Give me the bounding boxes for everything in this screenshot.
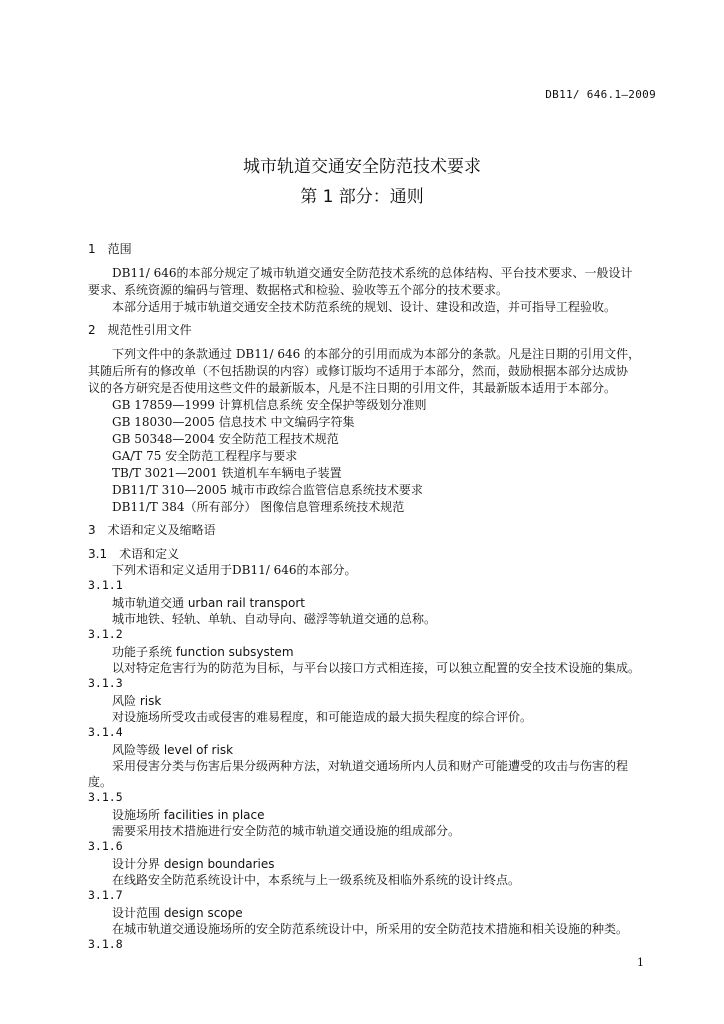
term-name: 设计分界 design boundaries: [112, 857, 275, 871]
term-number: 3.1.7: [88, 888, 123, 902]
section-1-heading: 1 范围: [88, 242, 132, 256]
section-3-1-heading: 3.1 术语和定义: [88, 547, 180, 561]
reference-item: GB 18030—2005 信息技术 中文编码字符集: [112, 415, 355, 429]
reference-item: DB11/T 310—2005 城市市政综合监管信息系统技术要求: [112, 483, 423, 497]
reference-item: GB 50348—2004 安全防范工程技术规范: [112, 432, 339, 446]
term-name: 风险等级 level of risk: [112, 743, 234, 757]
reference-item: GB 17859—1999 计算机信息系统 安全保护等级划分准则: [112, 398, 427, 412]
term-name: 功能子系统 function subsystem: [112, 645, 294, 659]
section-2-paragraph-line-1: 下列文件中的条款通过 DB11/ 646 的本部分的引用而成为本部分的条款。凡是注日期的引用文件，: [112, 347, 641, 361]
term-definition: 在线路安全防范系统设计中，本系统与上一级系统及相临外系统的设计终点。: [112, 873, 521, 887]
document-subtitle: 第 1 部分：通则: [300, 187, 424, 207]
term-name: 设施场所 facilities in place: [112, 808, 265, 822]
section-2-heading: 2 规范性引用文件: [88, 323, 192, 337]
term-number: 3.1.5: [88, 790, 123, 804]
term-definition: 在城市轨道交通设施场所的安全防范系统设计中，所采用的安全防范技术措施和相关设施的种类。: [112, 922, 629, 936]
term-number: 3.1.1: [88, 578, 123, 592]
term-definition: 采用侵害分类与伤害后果分级两种方法，对轨道交通场所内人员和财产可能遭受的攻击与伤害的程: [112, 759, 629, 773]
section-3-1-intro: 下列术语和定义适用于DB11/ 646的本部分。: [112, 563, 357, 577]
term-number: 3.1.8: [88, 937, 123, 951]
page-number: 1: [637, 956, 644, 969]
term-number: 3.1.3: [88, 676, 123, 690]
section-2-paragraph-line-3: 议的各方研究是否使用这些文件的最新版本，凡是不注日期的引用文件，其最新版本适用于本部分。: [88, 381, 617, 395]
term-name: 城市轨道交通 urban rail transport: [112, 596, 305, 610]
term-number: 3.1.2: [88, 627, 123, 641]
term-name: 设计范围 design scope: [112, 906, 243, 920]
section-1-paragraph-1-line-1: DB11/ 646的本部分规定了城市轨道交通安全防范技术系统的总体结构、平台技术要求、一般设计: [112, 266, 633, 280]
term-number: 3.1.6: [88, 839, 123, 853]
section-1-paragraph-2: 本部分适用于城市轨道交通安全技术防范系统的规划、设计、建设和改造，并可指导工程验收。: [112, 300, 617, 314]
term-definition: 城市地铁、轻轨、单轨、自动导向、磁浮等轨道交通的总称。: [112, 612, 437, 626]
reference-item: TB/T 3021—2001 铁道机车车辆电子装置: [112, 466, 342, 480]
section-2-paragraph-line-2: 其随后所有的修改单（不包括勘误的内容）或修订版均不适用于本部分，然而，鼓励根据本部分达成协: [88, 364, 629, 378]
term-number: 3.1.4: [88, 725, 123, 739]
reference-item: GA/T 75 安全防范工程程序与要求: [112, 449, 298, 463]
term-definition: 以对特定危害行为的防范为目标，与平台以接口方式相连接，可以独立配置的安全技术设施的集成。: [112, 661, 641, 675]
reference-item: DB11/T 384（所有部分） 图像信息管理系统技术规范: [112, 500, 405, 514]
document-title: 城市轨道交通安全防范技术要求: [243, 157, 481, 177]
section-1-paragraph-1-line-2: 要求、系统资源的编码与管理、数据格式和检验、验收等五个部分的技术要求。: [88, 283, 509, 297]
term-definition: 需要采用技术措施进行安全防范的城市轨道交通设施的组成部分。: [112, 824, 461, 838]
term-definition-continued: 度。: [88, 775, 113, 789]
document-code-header: DB11/ 646.1—2009: [545, 88, 656, 101]
term-name: 风险 risk: [112, 694, 162, 708]
term-definition: 对设施场所受攻击或侵害的难易程度，和可能造成的最大损失程度的综合评价。: [112, 710, 533, 724]
section-3-heading: 3 术语和定义及缩略语: [88, 523, 216, 537]
